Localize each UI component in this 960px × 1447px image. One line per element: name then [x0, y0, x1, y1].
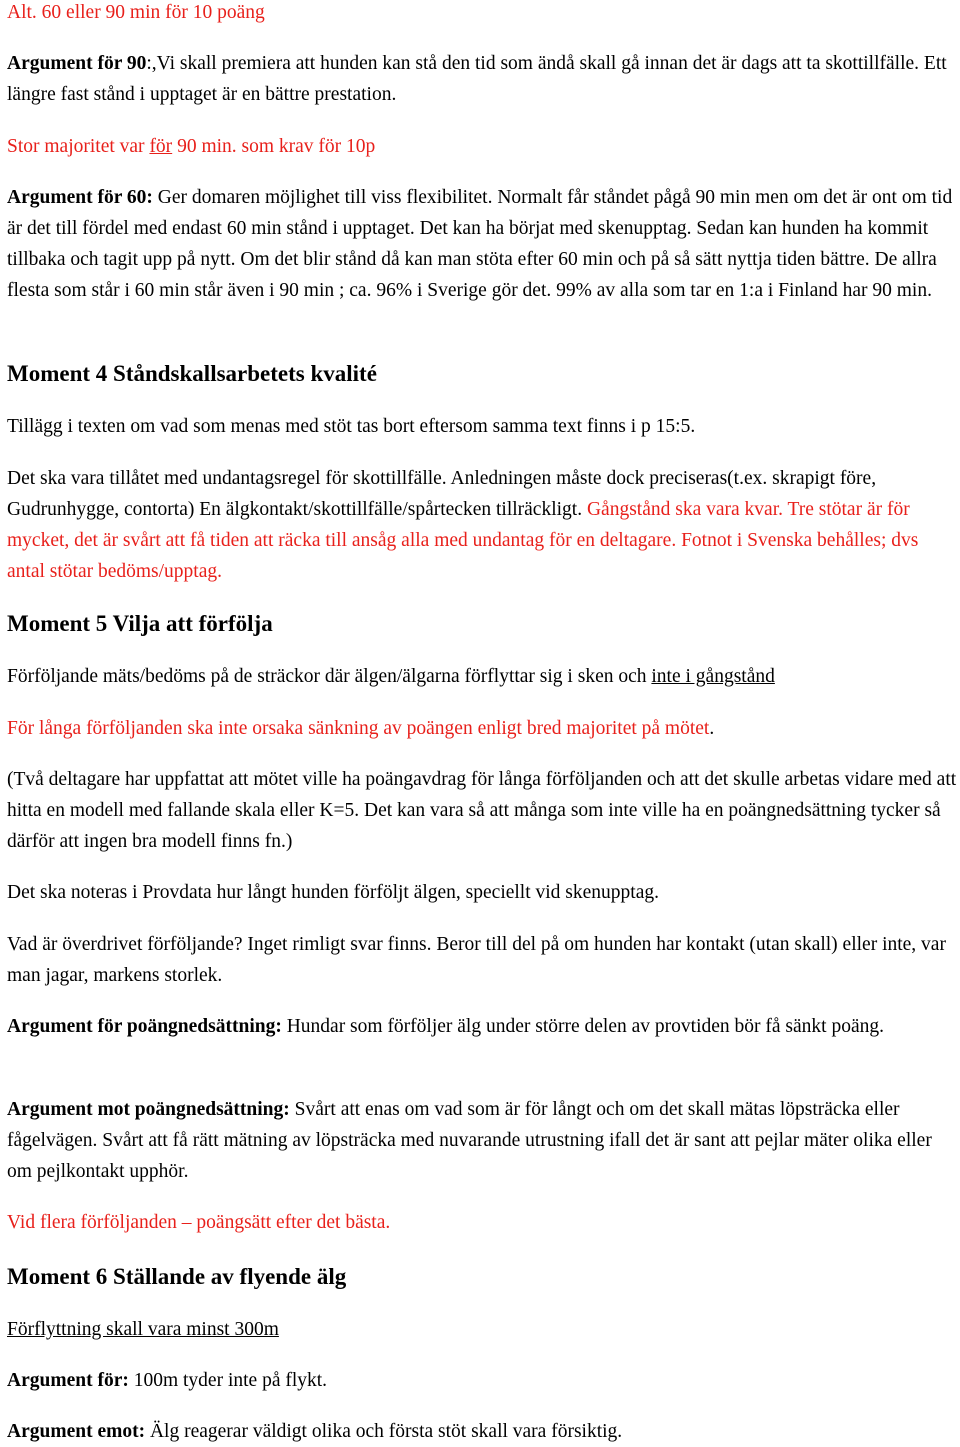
argument-60-label: Argument för 60:: [7, 187, 153, 208]
argument-against-reduction-text: Svårt att enas om vad som är för långt och om det skall mätas löpsträcka eller fågelvägen. Svårt att få rätt mätning av löpsträcka med nuvarande utrustning ifall det är sant att pejlar mäter olika eller om pejlkontakt upphör.: [7, 1099, 932, 1182]
argument-for-reduction-paragraph: [7, 1011, 959, 1042]
moment-4-paragraph-2-red: Gångstånd ska vara kvar. Tre stötar är för mycket, det är svårt att få tiden att räcka till ansåg alla med undantag för en deltagare. Fotnot i Svenska behålles; dvs antal stötar bedöms/upptag.: [7, 499, 919, 582]
moment-5-paragraph-2-red: För långa förföljanden ska inte orsaka sänkning av poängen enligt bred majoritet på mötet: [7, 718, 710, 739]
moment-5-paragraph-2: [7, 713, 959, 744]
moment-5-heading: Moment 5 Vilja att förfölja: [7, 611, 273, 636]
moment-6-argument-for-text: 100m tyder inte på flykt.: [128, 1370, 328, 1391]
argument-90-paragraph: [7, 48, 959, 110]
moment-6-argument-for-label: Argument för:: [7, 1370, 129, 1391]
moment-5-paragraph-4: Det ska noteras i Provdata hur långt hunden förföljt älgen, speciellt vid skenupptag.: [7, 882, 660, 903]
moment-6-heading: Moment 6 Ställande av flyende älg: [7, 1264, 347, 1289]
argument-60-paragraph: [7, 182, 959, 306]
moment-6-argument-against-text: Älg reagerar väldigt olika och första stöt skall vara försiktig.: [145, 1421, 623, 1442]
majority-note-a: Stor majoritet var: [7, 136, 150, 157]
argument-90-label: Argument för 90: [7, 53, 147, 74]
argument-60-text: Ger domaren möjlighet till viss flexibilitet. Normalt får ståndet pågå 90 min men om det är ont om tid är det till fördel med endast 60 min stånd i upptaget. Det kan ha börjat med skenupptag. Sedan kan hunden ha kommit tillbaka och tagit upp på nytt. Om det blir stånd då kan man stöta efter 60 min och på så sätt nyttja tiden bättre. De allra flesta som står i 60 min står även i 90 min ; ca. 96% i Sverige gör det. 99% av alla som tar en 1:a i Finland har 90 min.: [7, 187, 953, 301]
argument-for-reduction-label: Argument för poängnedsättning:: [7, 1016, 282, 1037]
moment-6-argument-against-label: Argument emot:: [7, 1421, 146, 1442]
moment-5-paragraph-1: [7, 661, 959, 692]
moment-6-argument-for-paragraph: [7, 1365, 959, 1396]
moment-4-paragraph-1: Tillägg i texten om vad som menas med stöt tas bort eftersom samma text finns i p 15:5.: [7, 416, 696, 437]
argument-against-reduction-paragraph: [7, 1094, 959, 1187]
moment-4-paragraph-2: [7, 463, 959, 587]
moment-4-heading: Moment 4 Ståndskallsarbetets kvalité: [7, 361, 377, 386]
moment-6-paragraph-1: Förflyttning skall vara minst 300m: [7, 1319, 279, 1340]
majority-note-b: 90 min. som krav för 10p: [172, 136, 376, 157]
moment-5-paragraph-1-text: Förföljande mäts/bedöms på de sträckor där älgen/älgarna förflyttar sig i sken och: [7, 666, 652, 687]
moment-5-paragraph-3: (Två deltagare har uppfattat att mötet ville ha poängavdrag för långa förföljanden och att det skulle arbetas vidare med att hitta en modell med fallande skala eller K=5. Det kan vara så att många som inte ville ha en poängnedsättning tycker så därför att ingen bra modell finns fn.): [7, 769, 957, 852]
majority-note-underlined: för: [149, 136, 173, 157]
alt-heading: Alt. 60 eller 90 min för 10 poäng: [7, 2, 265, 23]
argument-for-reduction-text: Hundar som förföljer älg under större delen av provtiden bör få sänkt poäng.: [281, 1016, 884, 1037]
moment-5-paragraph-2-dot: .: [709, 718, 715, 739]
moment-5-paragraph-8: Vid flera förföljanden – poängsätt efter det bästa.: [7, 1212, 391, 1233]
moment-5-paragraph-1-underlined: inte i gångstånd: [651, 666, 775, 687]
argument-90-text: :,Vi skall premiera att hunden kan stå den tid som ändå skall gå innan det är dags att ta skottillfälle. Ett längre fast stånd i upptaget är en bättre prestation.: [7, 53, 947, 105]
moment-5-paragraph-5: Vad är överdrivet förföljande? Inget rimligt svar finns. Beror till del på om hunden har kontakt (utan skall) eller inte, var man jagar, markens storlek.: [7, 934, 946, 986]
moment-6-argument-against-paragraph: [7, 1416, 959, 1447]
argument-against-reduction-label: Argument mot poängnedsättning:: [7, 1099, 290, 1120]
moment-4-paragraph-2-text: Det ska vara tillåtet med undantagsregel för skottillfälle. Anledningen måste dock preciseras(t.ex. skrapigt före, Gudrunhygge, contorta) En älgkontakt/skottillfälle/spårtecken tillräckligt.: [7, 468, 877, 520]
majority-note: [7, 131, 959, 162]
